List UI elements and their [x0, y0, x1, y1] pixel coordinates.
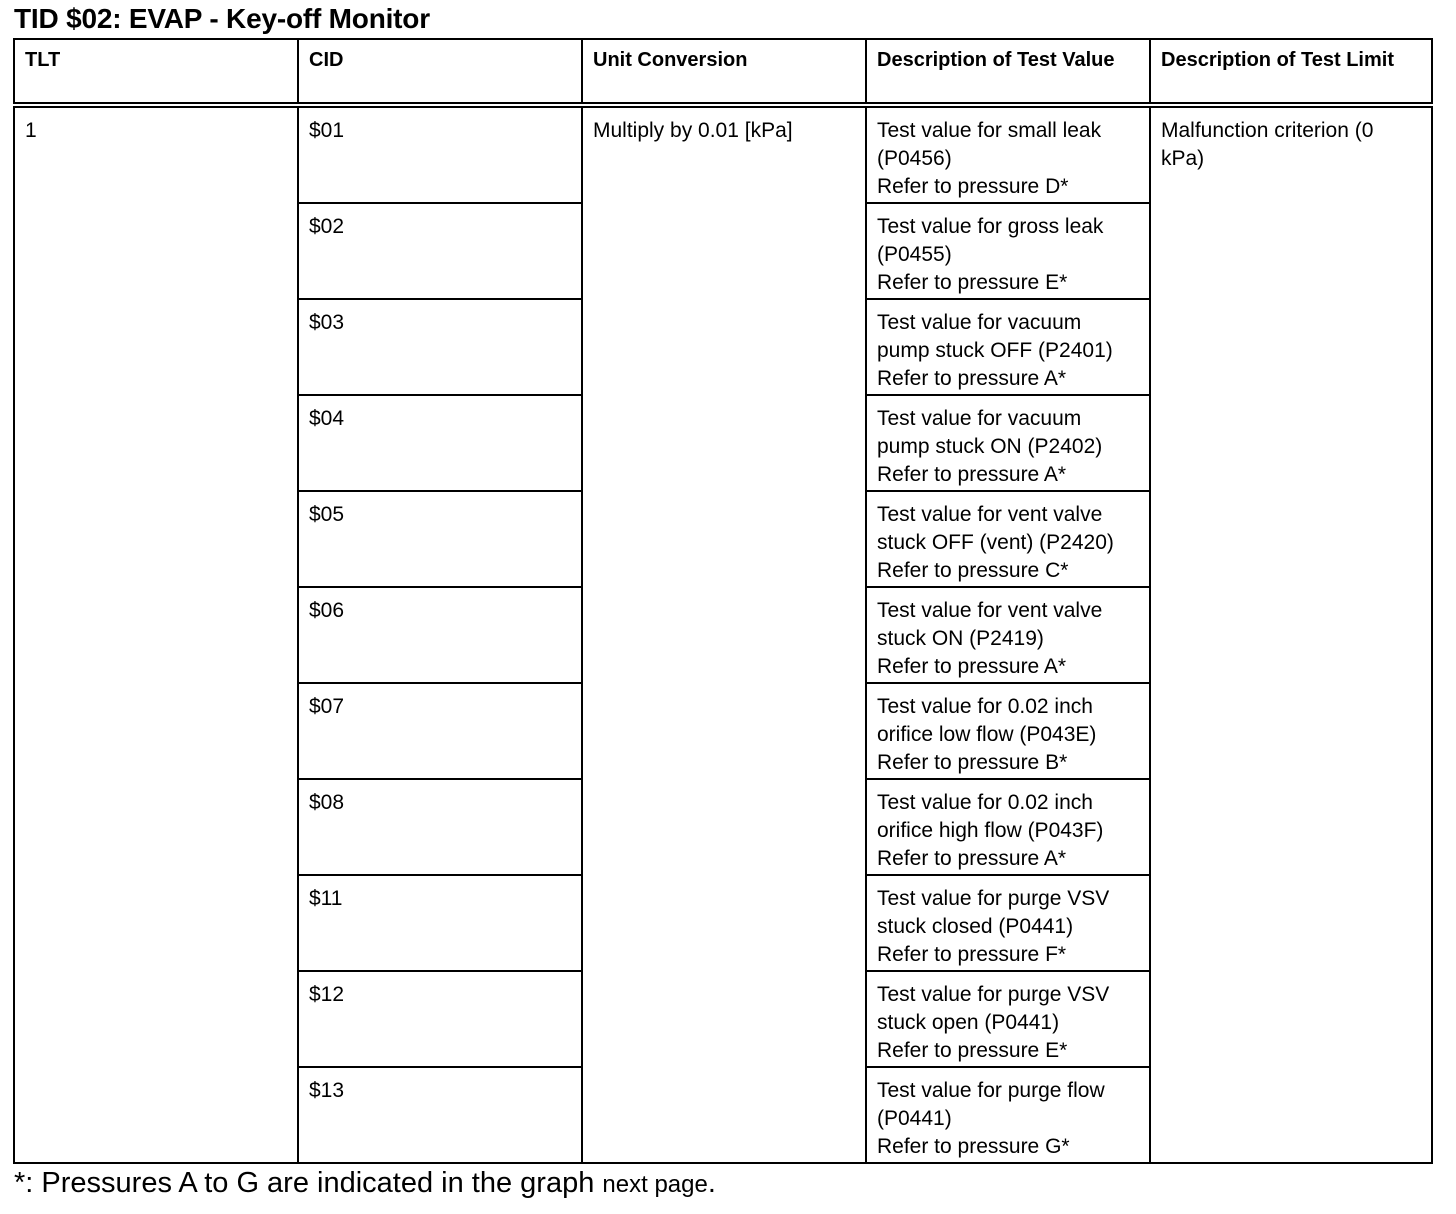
cid-cell: $03	[298, 299, 582, 395]
test-value-text: Test value for vent valve stuck OFF (vent) (P2420)	[877, 503, 1114, 554]
test-value-description-cell	[866, 1067, 1150, 1163]
test-value-description-cell	[866, 683, 1150, 779]
test-value-description-cell	[866, 491, 1150, 587]
test-value-description-cell	[866, 395, 1150, 491]
test-value-description-cell	[866, 105, 1150, 203]
footnote	[14, 1166, 716, 1202]
cid-cell: $02	[298, 203, 582, 299]
pressure-reference: Refer to pressure F*	[877, 943, 1067, 966]
test-value-text: Test value for purge VSV stuck open (P0441)	[877, 983, 1110, 1034]
test-value-description-cell	[866, 971, 1150, 1067]
pressure-reference: Refer to pressure D*	[877, 175, 1069, 198]
cid-cell: $13	[298, 1067, 582, 1163]
header-description-test-limit: Description of Test Limit	[1150, 39, 1432, 105]
footnote-next-page: next page	[602, 1171, 708, 1198]
cid-cell: $08	[298, 779, 582, 875]
cid-cell: $01	[298, 105, 582, 203]
pressure-reference: Refer to pressure G*	[877, 1135, 1070, 1158]
test-value-text: Test value for vent valve stuck ON (P2419)	[877, 599, 1103, 650]
test-value-text: Test value for small leak (P0456)	[877, 119, 1102, 170]
pressure-reference: Refer to pressure A*	[877, 367, 1067, 390]
pressure-reference: Refer to pressure A*	[877, 463, 1067, 486]
pressure-reference: Refer to pressure B*	[877, 751, 1068, 774]
cid-cell: $07	[298, 683, 582, 779]
footnote-text: *: Pressures A to G are indicated in the graph	[14, 1167, 595, 1199]
test-value-description-cell	[866, 299, 1150, 395]
header-description-test-value: Description of Test Value	[866, 39, 1150, 105]
pressure-reference: Refer to pressure A*	[877, 655, 1067, 678]
test-value-description-cell	[866, 587, 1150, 683]
unit-conversion-cell: Multiply by 0.01 [kPa]	[582, 105, 866, 1163]
cid-cell: $05	[298, 491, 582, 587]
tlt-cell: 1	[14, 105, 298, 1163]
header-tlt: TLT	[14, 39, 298, 105]
test-value-text: Test value for purge flow (P0441)	[877, 1079, 1105, 1130]
test-value-text: Test value for purge VSV stuck closed (P0441)	[877, 887, 1110, 938]
test-value-description-cell	[866, 875, 1150, 971]
cid-cell: $04	[298, 395, 582, 491]
cid-cell: $06	[298, 587, 582, 683]
test-value-text: Test value for 0.02 inch orifice low flow (P043E)	[877, 695, 1097, 746]
table-row	[14, 105, 1432, 203]
monitor-table	[13, 38, 1433, 1164]
test-value-description-cell	[866, 779, 1150, 875]
cid-cell: $11	[298, 875, 582, 971]
pressure-reference: Refer to pressure E*	[877, 1039, 1068, 1062]
test-limit-cell: Malfunction criterion (0 kPa)	[1150, 105, 1432, 1163]
table-header-row	[14, 39, 1432, 105]
test-value-text: Test value for vacuum pump stuck OFF (P2401)	[877, 311, 1113, 362]
pressure-reference: Refer to pressure A*	[877, 847, 1067, 870]
test-value-text: Test value for 0.02 inch orifice high flow (P043F)	[877, 791, 1104, 842]
header-unit-conversion: Unit Conversion	[582, 39, 866, 105]
header-cid: CID	[298, 39, 582, 105]
cid-cell: $12	[298, 971, 582, 1067]
test-value-text: Test value for gross leak (P0455)	[877, 215, 1104, 266]
pressure-reference: Refer to pressure E*	[877, 271, 1068, 294]
page-title: TID $02: EVAP - Key-off Monitor	[14, 3, 430, 34]
test-value-text: Test value for vacuum pump stuck ON (P2402)	[877, 407, 1103, 458]
test-value-description-cell	[866, 203, 1150, 299]
footnote-period: .	[707, 1167, 716, 1199]
pressure-reference: Refer to pressure C*	[877, 559, 1069, 582]
